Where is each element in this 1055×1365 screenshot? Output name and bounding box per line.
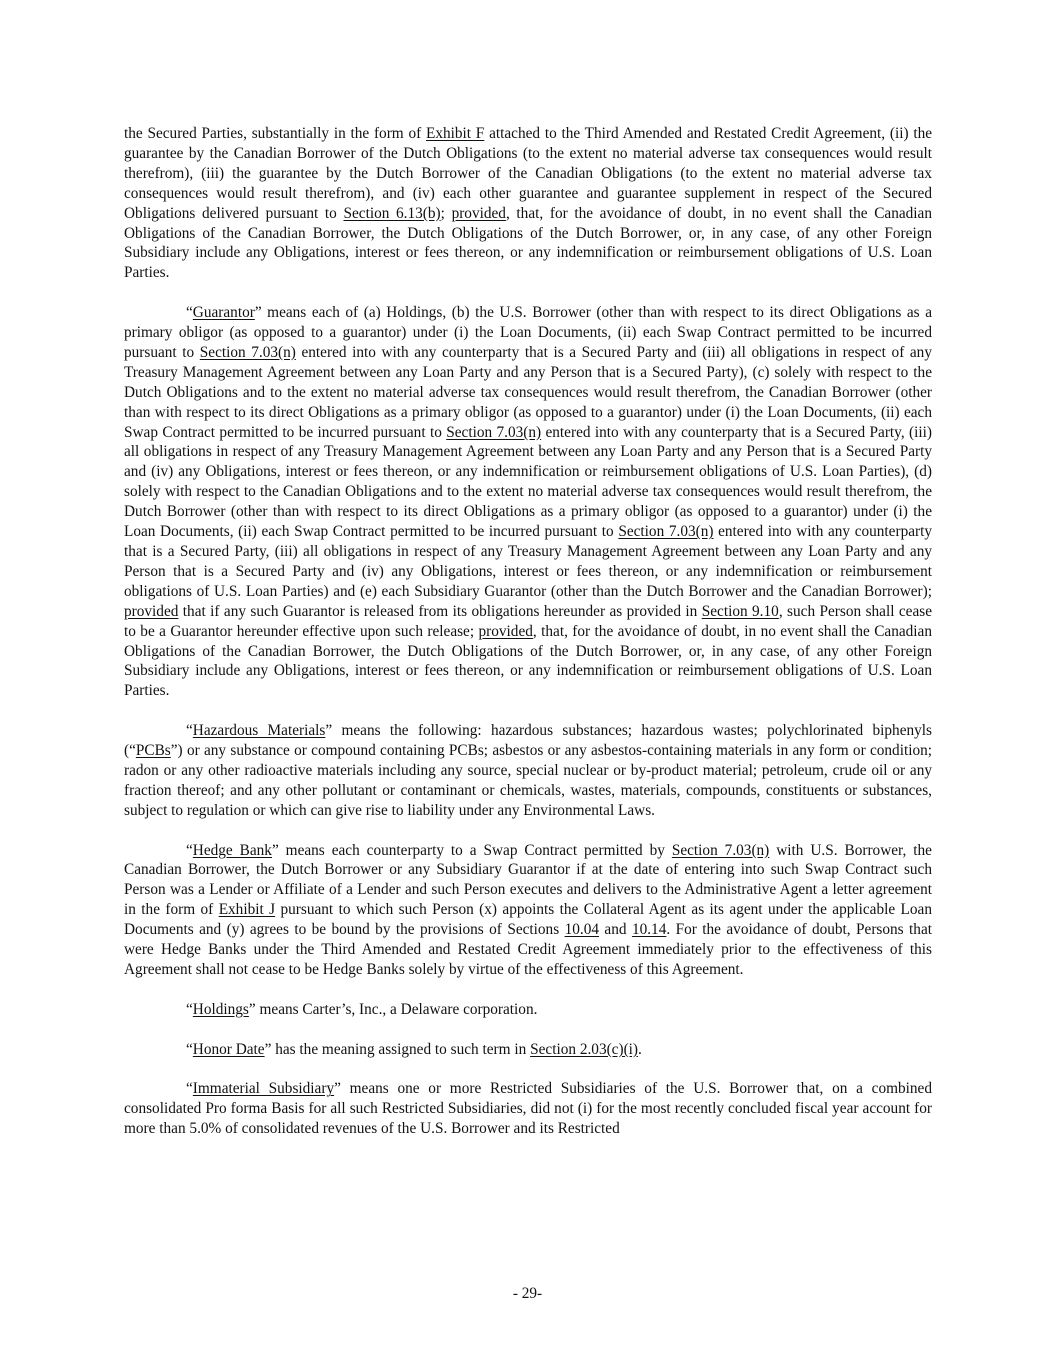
text-run: “ bbox=[186, 1000, 193, 1018]
text-run: ” means Carter’s, Inc., a Delaware corporation. bbox=[248, 1000, 538, 1018]
text-run: ” has the meaning assigned to such term in bbox=[264, 1040, 531, 1058]
underlined-term: provided bbox=[478, 622, 533, 640]
underlined-term: Section 2.03(c)(i) bbox=[530, 1040, 639, 1058]
text-run: pursuant to which such Person (x) appoints the Collateral Agent as its agent under the applicable Loan Documents and (y) agrees to be bound by the provisions of Sections bbox=[124, 901, 932, 939]
document-page bbox=[124, 124, 932, 1159]
text-run: , that, for the avoidance of doubt, in no event shall the Canadian Obligations of the Canadian Borrower, the Dutch Obligations of the Dutch Borrower, or, in any case, of any other Foreign Subsidiary include any Obligations, interest or fees thereon, or any indemnification or reimbursement obligations of U.S. Loan Parties. bbox=[124, 204, 932, 282]
text-run: “ bbox=[186, 1040, 193, 1058]
text-run: , that, for the avoidance of doubt, in no event shall the Canadian Obligations of the Canadian Borrower, the Dutch Obligations of the Dutch Borrower, or, in any case, of any other Foreign Subsidiary include any Obligations, interest or fees thereon, or any indemnification or reimbursement obligations of U.S. Loan Parties. bbox=[124, 622, 932, 700]
underlined-term: 10.04 bbox=[564, 921, 599, 939]
text-run: with U.S. Borrower, the Canadian Borrower, the Dutch Borrower or any Subsidiary Guarantor if at the date of entering into such Swap Contract such Person was a Lender or Affiliate of a Lender and such Person executes and delivers to the Administrative Agent a letter agreement in the form of bbox=[124, 841, 932, 919]
text-run: . bbox=[638, 1040, 642, 1058]
underlined-term: 10.14 bbox=[631, 921, 667, 939]
underlined-term: PCBs bbox=[135, 742, 171, 760]
underlined-term: Section 9.10 bbox=[701, 602, 779, 620]
paragraph bbox=[124, 841, 932, 980]
text-run: and bbox=[599, 921, 632, 939]
text-run: ” means the following: hazardous substances; hazardous wastes; polychlorinated biphenyls (“ bbox=[124, 722, 932, 760]
text-run: entered into with any counterparty that is a Secured Party, (iii) all obligations in respect of any Treasury Management Agreement between any Loan Party and any Person that is a Secured Party and (iv) any Obligations, interest or fees thereon, or any indemnification or reimbursement obligations of U.S. Loan Parties), (d) solely with respect to the Canadian Obligations and to the extent no material adverse tax consequences would result therefrom, the Dutch Borrower (other than with respect to its direct Obligations as a primary obligor (as opposed to a guarantor) under (i) the Loan Documents, (ii) each Swap Contract permitted to be incurred pursuant to bbox=[124, 423, 932, 541]
underlined-term: Section 7.03(n) bbox=[446, 423, 542, 441]
text-run: “ bbox=[186, 722, 193, 740]
underlined-term: provided bbox=[451, 204, 506, 222]
text-run: ”) or any substance or compound containing PCBs; asbestos or any asbestos-containing materials in any form or condition; radon or any other radioactive materials including any source, special nuclear or by-product material; petroleum, crude oil or any fraction thereof; and any other pollutant or contaminant or chemicals, wastes, materials, compounds, constituents or substances, subject to regulation or which can give rise to liability under any Environmental Laws. bbox=[124, 742, 932, 819]
text-run: entered into with any counterparty that is a Secured Party, (iii) all obligations in respect of any Treasury Management Agreement between any Loan Party and any Person that is a Secured Party and (iv) any Obligations, interest or fees thereon, or any indemnification or reimbursement obligations of U.S. Loan Parties) and (e) each Subsidiary Guarantor (other than the Dutch Borrower and the Canadian Borrower); bbox=[124, 523, 932, 600]
text-run: “ bbox=[186, 841, 193, 859]
underlined-term: Honor Date bbox=[192, 1040, 265, 1058]
text-run: attached to the Third Amended and Restated Credit Agreement, (ii) the guarantee by the Canadian Borrower of the Dutch Obligations (to the extent no material adverse tax consequences would result therefrom), (iii) the guarantee by the Dutch Borrower of the Canadian Obligations (to the extent no material adverse tax consequences would result therefrom), and (iv) each other guarantee and guarantee supplement in respect of the Secured Obligations delivered pursuant to bbox=[124, 125, 933, 222]
text-run: “ bbox=[186, 1080, 193, 1098]
underlined-term: Hedge Bank bbox=[192, 841, 272, 859]
underlined-term: Holdings bbox=[192, 1000, 249, 1018]
paragraph bbox=[124, 721, 932, 821]
paragraph bbox=[124, 1079, 932, 1139]
underlined-term: Hazardous Materials bbox=[192, 722, 326, 740]
text-run: “ bbox=[186, 304, 193, 322]
underlined-term: provided bbox=[124, 602, 179, 620]
text-run: that if any such Guarantor is released from its obligations hereunder as provided in bbox=[178, 602, 702, 620]
text-run: ; bbox=[440, 204, 452, 222]
underlined-term: Immaterial Subsidiary bbox=[192, 1080, 335, 1098]
text-run: . For the avoidance of doubt, Persons that were Hedge Banks under the Third Amended and Restated Credit Agreement immediately prior to the effectiveness of this Agreement shall not cease to be Hedge Banks solely by virtue of the effectiveness of this Agreement. bbox=[124, 921, 932, 979]
text-run: ” means each of (a) Holdings, (b) the U.S. Borrower (other than with respect to its direct Obligations as a primary obligor (as opposed to a guarantor) under (i) the Loan Documents, (ii) each Swap Contract permitted to be incurred pursuant to bbox=[124, 304, 932, 361]
text-run: , such Person shall cease to be a Guarantor hereunder effective upon such release; bbox=[124, 602, 932, 640]
underlined-term: Exhibit J bbox=[218, 901, 276, 919]
text-run: ” means each counterparty to a Swap Contract permitted by bbox=[271, 841, 672, 859]
underlined-term: Section 7.03(n) bbox=[618, 523, 714, 541]
paragraph bbox=[124, 303, 932, 701]
underlined-term: Section 7.03(n) bbox=[671, 841, 770, 859]
underlined-term: Section 6.13(b) bbox=[343, 204, 441, 222]
paragraph bbox=[124, 124, 932, 283]
paragraph bbox=[124, 1040, 932, 1060]
text-run: ” means one or more Restricted Subsidiaries of the U.S. Borrower that, on a combined consolidated Pro forma Basis for all such Restricted Subsidiaries, did not (i) for the most recently concluded fiscal year account for more than 5.0% of consolidated revenues of the U.S. Borrower and its Restricted bbox=[124, 1080, 932, 1138]
underlined-term: Section 7.03(n) bbox=[199, 343, 296, 361]
text-run: the Secured Parties, substantially in the form of bbox=[124, 125, 426, 142]
page-number: - 29- bbox=[512, 1285, 543, 1302]
text-run: entered into with any counterparty that is a Secured Party and (iii) all obligations in respect of any Treasury Management Agreement between any Loan Party and any Person that is a Secured Party), (c) solely with respect to the Dutch Obligations and to the extent no material adverse tax consequences would result therefrom, the Canadian Borrower (other than with respect to its direct Obligations as a primary obligor (as opposed to a guarantor) under (i) the Loan Documents, (ii) each Swap Contract permitted to be incurred pursuant to bbox=[124, 343, 932, 441]
underlined-term: Guarantor bbox=[192, 304, 255, 322]
underlined-term: Exhibit F bbox=[426, 125, 485, 142]
paragraph bbox=[124, 1000, 932, 1020]
